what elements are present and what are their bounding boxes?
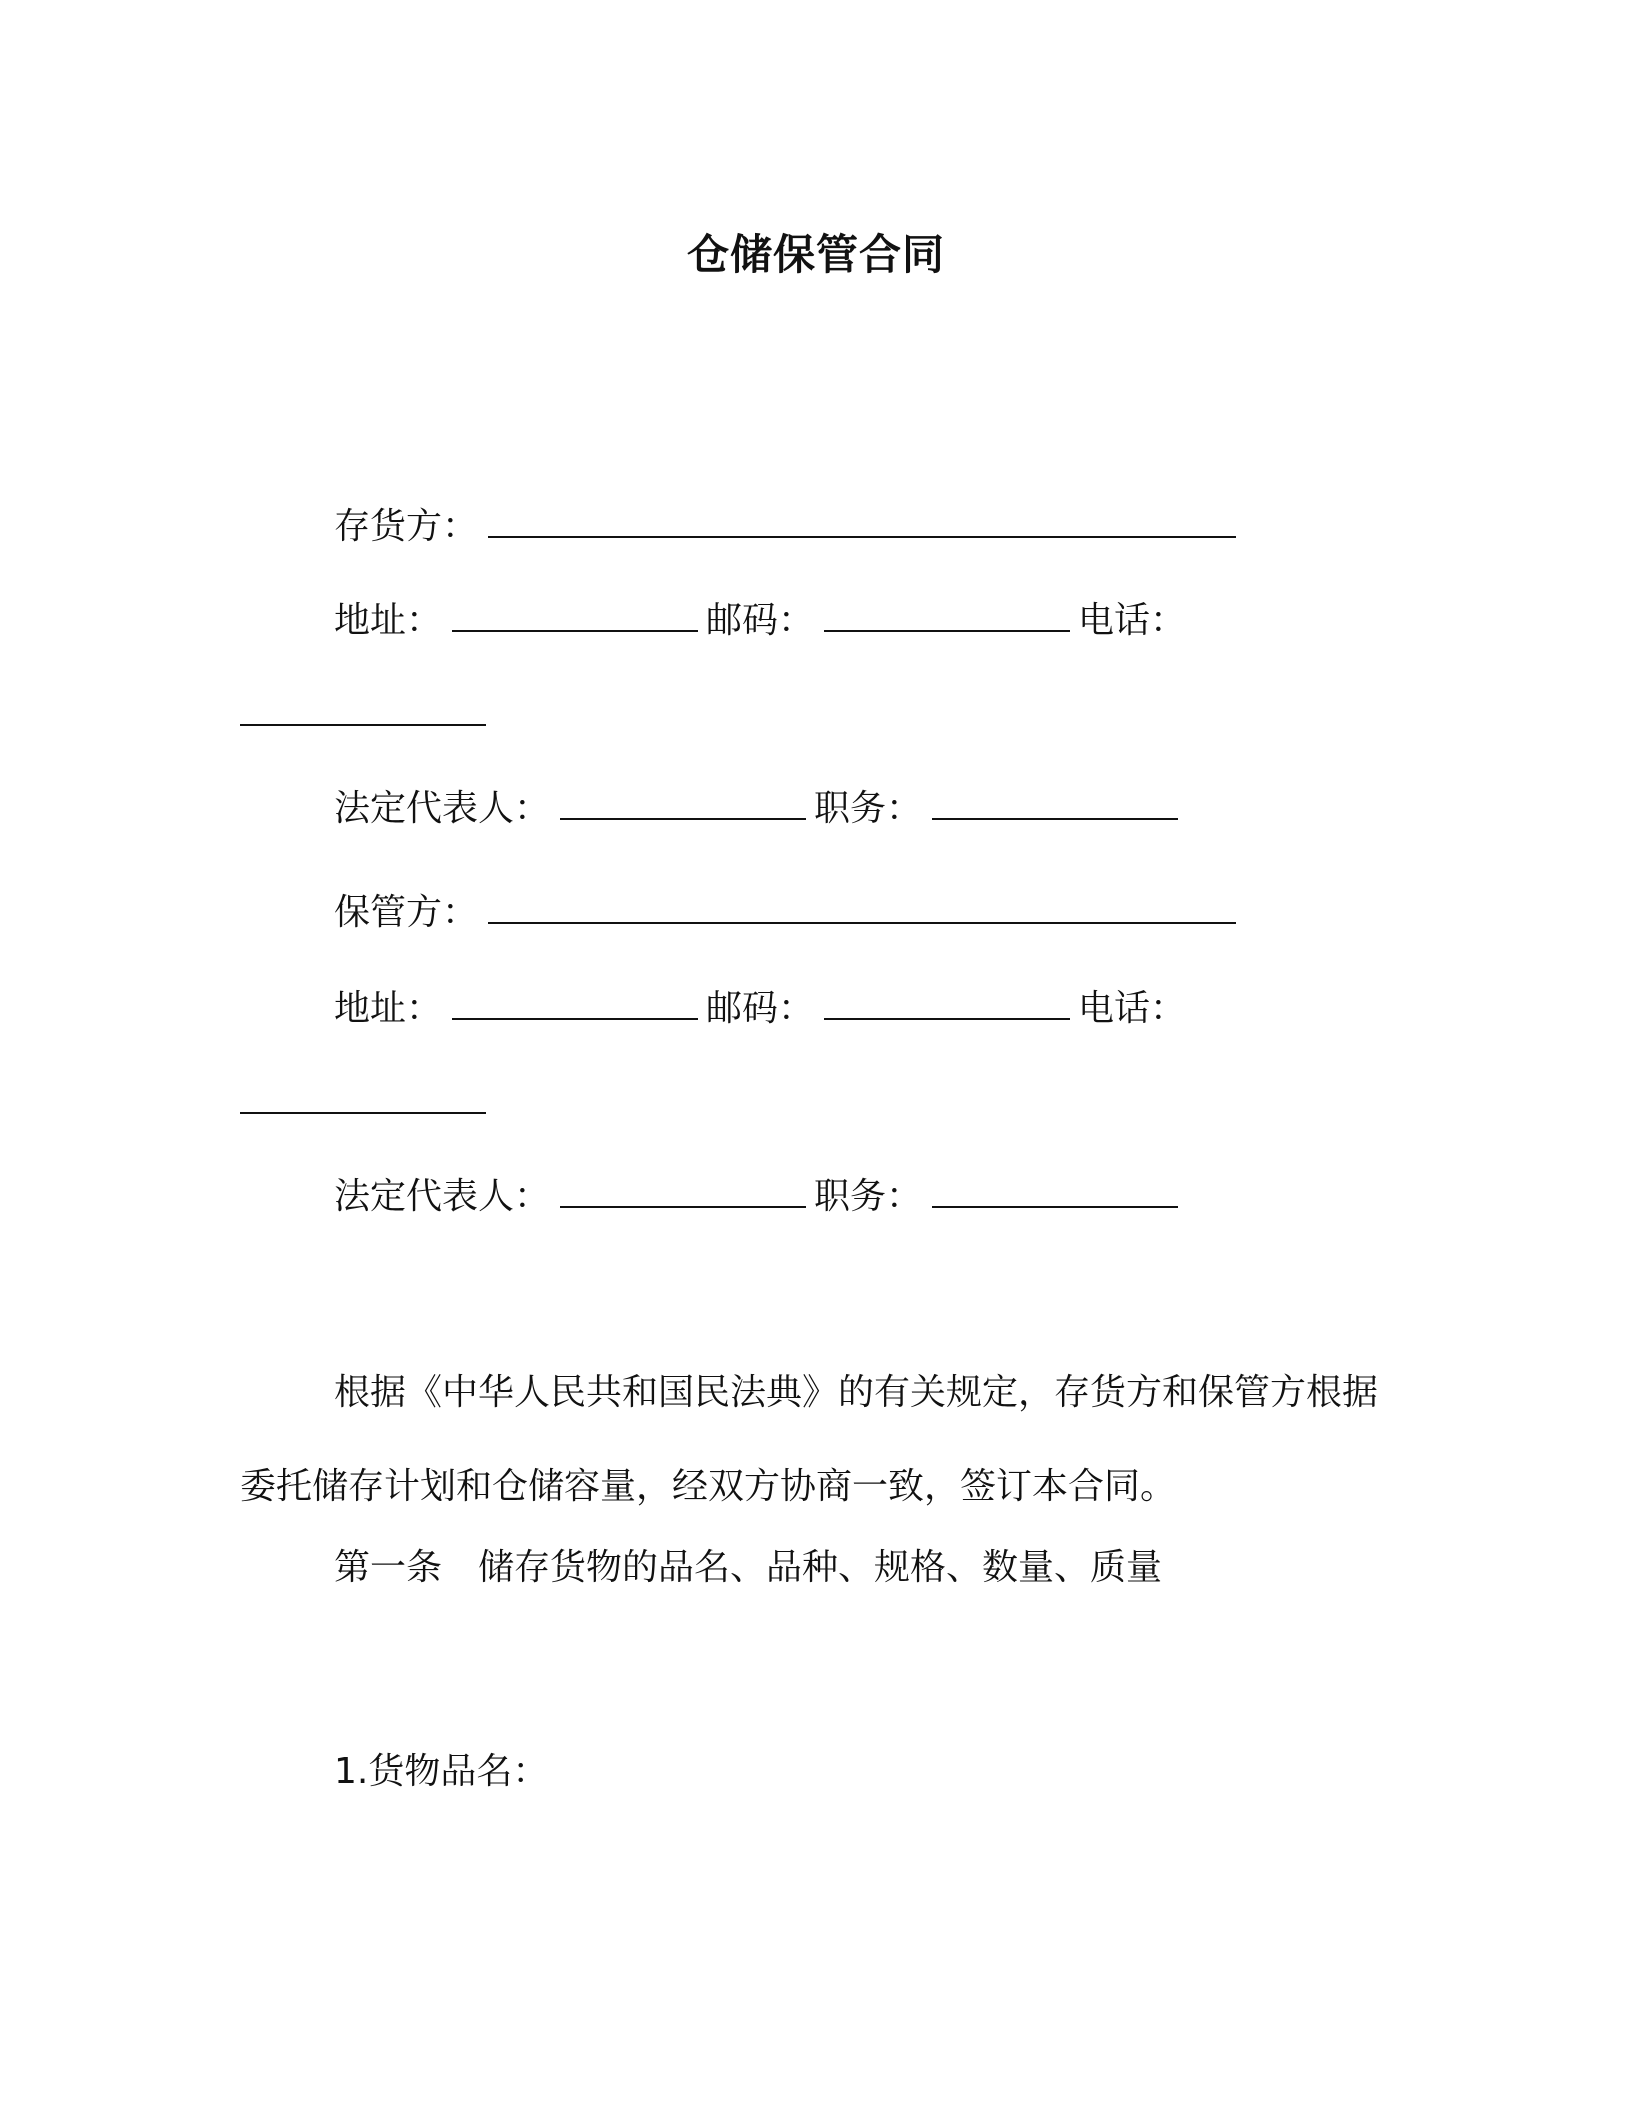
custodian-rep-line — [334, 1172, 1186, 1221]
custodian-phone-blank[interactable] — [240, 1078, 486, 1114]
depositor-party-label: 存货方： — [334, 506, 479, 547]
depositor-party-line — [334, 502, 1244, 551]
document-title: 仓储保管合同 — [686, 230, 945, 279]
custodian-party-label: 保管方： — [334, 892, 479, 933]
depositor-rep-line — [334, 784, 1186, 833]
depositor-postcode-label: 邮码： — [706, 600, 815, 641]
depositor-postcode-blank[interactable] — [824, 596, 1070, 632]
custodian-position-label: 职务： — [814, 1176, 923, 1217]
depositor-contact-line — [334, 596, 1186, 645]
custodian-address-blank[interactable] — [452, 984, 698, 1020]
depositor-party-blank[interactable] — [488, 502, 1236, 538]
depositor-position-blank[interactable] — [932, 784, 1178, 820]
custodian-party-blank[interactable] — [488, 888, 1236, 924]
custodian-phone-continuation — [240, 1078, 494, 1127]
depositor-phone-label: 电话： — [1078, 600, 1187, 641]
custodian-address-label: 地址： — [334, 988, 443, 1029]
depositor-legal-rep-label: 法定代表人： — [334, 788, 551, 829]
article-1-heading: 第一条 储存货物的品名、品种、规格、数量、质量 — [334, 1547, 1163, 1588]
custodian-legal-rep-blank[interactable] — [560, 1172, 806, 1208]
depositor-legal-rep-blank[interactable] — [560, 784, 806, 820]
custodian-phone-label: 电话： — [1078, 988, 1187, 1029]
depositor-phone-blank[interactable] — [240, 690, 486, 726]
custodian-contact-line — [334, 984, 1186, 1033]
custodian-postcode-blank[interactable] — [824, 984, 1070, 1020]
custodian-legal-rep-label: 法定代表人： — [334, 1176, 551, 1217]
custodian-postcode-label: 邮码： — [706, 988, 815, 1029]
item-1-label: 1.货物品名： — [334, 1751, 549, 1792]
depositor-phone-continuation — [240, 690, 494, 739]
custodian-party-line — [334, 888, 1244, 937]
depositor-address-label: 地址： — [334, 600, 443, 641]
depositor-position-label: 职务： — [814, 788, 923, 829]
preamble-paragraph: 根据《中华人民共和国民法典》的有关规定，存货方和保管方根据委托储存计划和仓储容量，经双方协商一致，签订本合同。 — [240, 1372, 1379, 1507]
custodian-position-blank[interactable] — [932, 1172, 1178, 1208]
depositor-address-blank[interactable] — [452, 596, 698, 632]
